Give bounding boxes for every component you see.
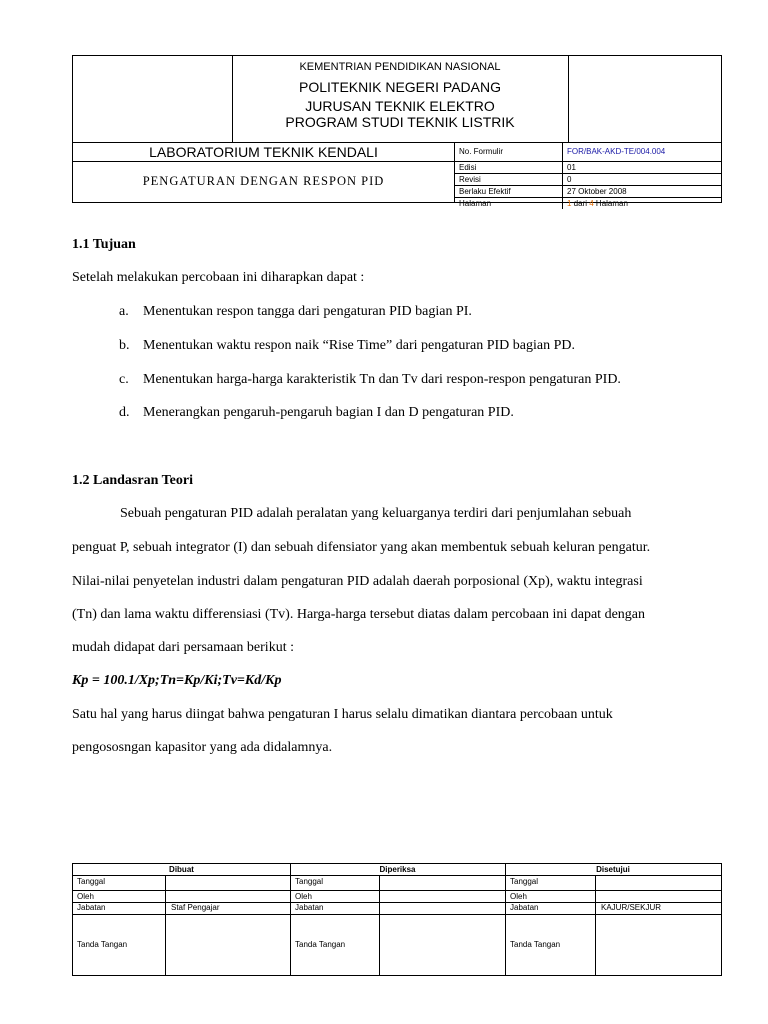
meta-row-revision: Revisi 0 [455,174,721,186]
divider [73,890,721,891]
list-item: b. Menentukan waktu respon naik “Rise Time” dari pengaturan PID bagian PD. [119,338,575,353]
label-position: Jabatan [510,903,539,912]
meta-row-form-number: No. Formulir FOR/BAK-AKD-TE/004.004 [455,143,721,162]
form-number: FOR/BAK-AKD-TE/004.004 [567,147,666,156]
section-heading-tujuan: 1.1 Tujuan [72,237,136,252]
paragraph-line: (Tn) dan lama waktu differensiasi (Tv). Harga-harga tersebut diatas dalam percobaan ini dapat dengan [72,607,645,622]
meta-row-page: Halaman 1 dari 4 Halaman [455,198,721,209]
meta-row-effective-date: Berlaku Efektif 27 Oktober 2008 [455,186,721,198]
label-by: Oleh [295,892,312,901]
label-date: Tanggal [510,877,539,886]
form-meta-table [455,143,721,209]
position-value: Staf Pengajar [171,903,220,912]
paragraph-line: penguat P, sebuah integrator (I) dan sebuah difensiator yang akan membentuk sebuah keluran pengatur. [72,540,651,555]
logo-cell [73,56,233,142]
label-signature: Tanda Tangan [295,940,346,949]
topic-title: PENGATURAN DENGAN RESPON PID [73,162,455,203]
list-item: d. Menerangkan pengaruh-pengaruh bagian I dan D pengaturan PID. [119,405,514,420]
label-signature: Tanda Tangan [77,940,128,949]
paragraph-line: Nilai-nilai penyetelan industri dalam pengaturan PID adalah daerah porposional (Xp), waktu integrasi [72,574,643,589]
meta-row-edition: Edisi 01 [455,162,721,174]
paragraph-line: mudah didapat dari persamaan berikut : [72,640,294,655]
institution-name: POLITEKNIK NEGERI PADANG [298,79,501,95]
lab-title: LABORATORIUM TEKNIK KENDALI [73,143,455,162]
paragraph-line: Sebuah pengaturan PID adalah peralatan yang keluarganya terdiri dari penjumlahan sebuah [120,506,632,521]
label-position: Jabatan [77,903,106,912]
label-by: Oleh [510,892,527,901]
paragraph-line: pengososngan kapasitor yang ada didalamnya. [72,740,333,755]
column-header: Dibuat [73,864,290,876]
blank-cell [568,56,721,142]
institution-block [232,56,569,142]
department-name: JURUSAN TEKNIK ELEKTRO [305,98,495,114]
list-item: a. Menentukan respon tangga dari pengaturan PID bagian PI. [119,304,472,319]
divider [73,914,721,915]
page-number: 1 [567,199,572,208]
approval-table [72,863,722,976]
paragraph-line: Satu hal yang harus diingat bahwa pengaturan I harus selalu dimatikan diantara percobaan untuk [72,707,613,722]
list-item: c. Menentukan harga-harga karakteristik Tn dan Tv dari respon-respon pengaturan PID. [119,372,621,387]
label-date: Tanggal [295,877,324,886]
program-name: PROGRAM STUDI TEKNIK LISTRIK [285,114,515,130]
label-by: Oleh [77,892,94,901]
document-header [72,55,722,208]
section-heading-landasan: 1.2 Landasran Teori [72,473,193,488]
column-header: Diperiksa [290,864,505,876]
formula: Kp = 100.1/Xp;Tn=Kp/Ki;Tv=Kd/Kp [72,673,282,688]
label-date: Tanggal [77,877,106,886]
section-intro: Setelah melakukan percobaan ini diharapkan dapat : [72,270,365,285]
label-signature: Tanda Tangan [510,940,561,949]
position-value: KAJUR/SEKJUR [601,903,662,912]
column-header: Disetujui [505,864,721,876]
ministry-name: KEMENTRIAN PENDIDIKAN NASIONAL [299,61,501,73]
page-total: 4 [589,199,594,208]
label-position: Jabatan [295,903,324,912]
